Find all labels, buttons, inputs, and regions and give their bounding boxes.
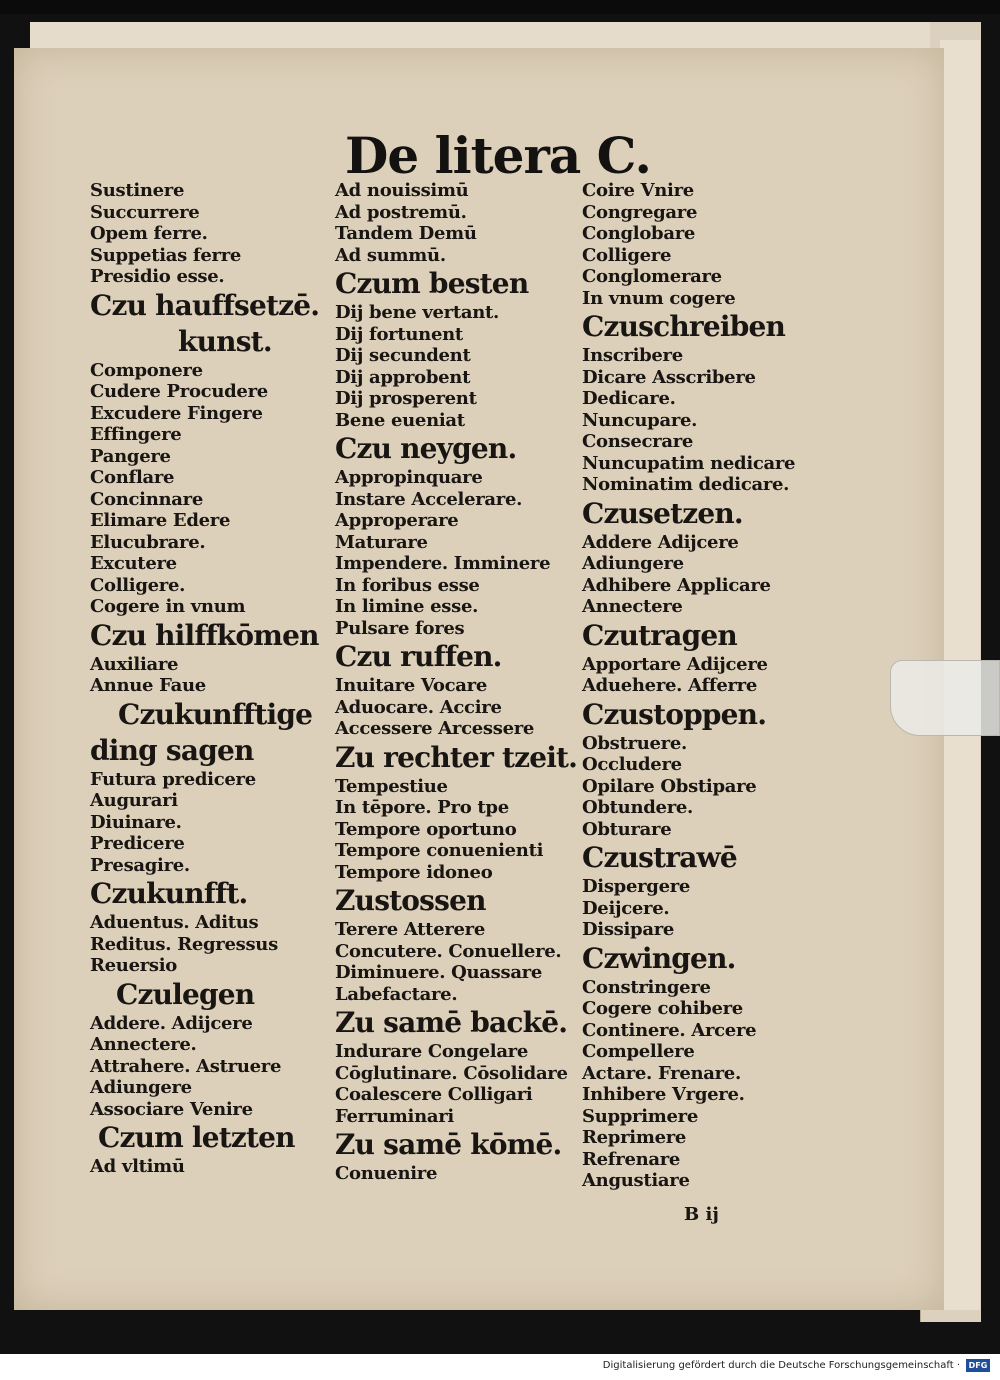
entry-line: Bene eueniat — [335, 409, 465, 431]
entry-line: Ad postremū. — [335, 201, 467, 223]
entry-line: Attrahere. Astruere — [90, 1055, 282, 1077]
entry-heading: Zu samē backē. — [335, 1006, 568, 1039]
entry-line: Concutere. Conuellere. — [335, 940, 562, 962]
entry-line: Tempore idoneo — [335, 861, 493, 883]
entry-line: Reditus. Regressus — [90, 933, 278, 955]
entry-line: Coire Vnire — [582, 180, 694, 201]
entry-line: Reprimere — [582, 1127, 687, 1148]
entry-line: Diuinare. — [90, 811, 182, 833]
entry-line: Annectere — [582, 596, 683, 617]
entry-line: Conuenire — [335, 1163, 438, 1184]
entry-heading: Czulegen — [116, 977, 255, 1011]
entry-line: Conflare — [90, 467, 175, 488]
entry-line: Futura predicere — [90, 768, 256, 790]
entry-line: Auxiliare — [90, 653, 179, 675]
entry-heading: Czukunfft. — [90, 877, 248, 910]
entry-line: Refrenare — [582, 1148, 681, 1170]
entry-line: Conglobare — [582, 223, 696, 244]
entry-line: In tēpore. Pro tpe — [335, 797, 509, 818]
entry-heading: Czwingen. — [582, 941, 736, 975]
entry-line: Augurari — [90, 790, 178, 811]
entry-line: Adhibere Applicare — [582, 574, 771, 596]
entry-line: Nuncupare. — [582, 409, 698, 431]
entry-line: Impendere. Imminere — [335, 553, 551, 574]
entry-line: Compellere — [582, 1041, 695, 1062]
entry-line: Terere Atterere — [335, 919, 486, 940]
entry-line: Annectere. — [90, 1034, 197, 1055]
entry-line: Componere — [90, 359, 203, 381]
entry-line: Supprimere — [582, 1105, 699, 1127]
entry-line: Dij prosperent — [335, 388, 477, 409]
entry-line: Dicare Asscribere — [582, 366, 756, 388]
entry-heading: Czu hauffsetzē. — [90, 288, 320, 322]
entry-line: Obtundere. — [582, 797, 693, 818]
entry-heading: Czutragen — [582, 618, 737, 652]
column-left — [90, 180, 340, 1178]
entry-line: Nuncupatim nedicare — [582, 452, 796, 474]
entry-line: Reuersio — [90, 955, 178, 976]
entry-line: Dispergere — [582, 876, 691, 897]
entry-line: Dedicare. — [582, 388, 676, 409]
entry-line: Elucubrare. — [90, 531, 206, 553]
entry-line: Instare Accelerare. — [335, 488, 523, 510]
entry-line: Colligere. — [90, 574, 186, 596]
entry-line: Pulsare fores — [335, 617, 465, 639]
entry-heading: Czuschreiben — [582, 310, 786, 343]
entry-heading: Czustoppen. — [582, 697, 767, 731]
entry-line: Tempore oportuno — [335, 818, 517, 840]
entry-heading: Czu neygen. — [335, 432, 517, 465]
entry-line: Cōglutinare. Cōsolidare — [335, 1062, 568, 1084]
entry-heading: Czusetzen. — [582, 496, 743, 530]
entry-line: In foribus esse — [335, 574, 480, 596]
page-title: De litera C. — [345, 126, 651, 185]
entry-line: Tempore conuenienti — [335, 840, 544, 861]
entry-line: Dij fortunent — [335, 323, 463, 345]
entry-line: Opem ferre. — [90, 223, 208, 244]
entry-line: Inuitare Vocare — [335, 675, 487, 696]
entry-line: Cogere in vnum — [90, 596, 246, 617]
entry-line: Aduehere. Afferre — [582, 675, 758, 696]
entry-line: Maturare — [335, 531, 428, 553]
entry-heading: Czustrawē — [582, 841, 737, 874]
entry-line: Dij secundent — [335, 345, 471, 366]
entry-line: Diminuere. Quassare — [335, 962, 543, 983]
entry-line: Adiungere — [582, 553, 684, 574]
entry-line: Nominatim dedicare. — [582, 474, 790, 495]
entry-line: Approperare — [335, 510, 459, 531]
entry-line: Labefactare. — [335, 983, 458, 1005]
entry-heading: ding sagen — [90, 733, 254, 767]
entry-line: Ad summū. — [335, 244, 446, 266]
entry-line: Dij approbent — [335, 366, 471, 388]
entry-line: Excutere — [90, 553, 177, 574]
entry-line: Associare Venire — [90, 1098, 253, 1120]
entry-line: Constringere — [582, 976, 711, 998]
column-middle — [335, 180, 585, 1185]
entry-line: Apportare Adijcere — [582, 653, 768, 675]
signature-mark: B ij — [684, 1204, 719, 1225]
entry-line: Obstruere. — [582, 732, 687, 754]
entry-heading: Czu hilffkōmen — [90, 618, 319, 652]
entry-line: Deijcere. — [582, 897, 670, 919]
entry-line: Elimare Edere — [90, 510, 231, 531]
entry-heading: Zustossen — [335, 884, 486, 917]
entry-line: Tandem Demū — [335, 223, 477, 244]
entry-heading: Czum letzten — [98, 1121, 295, 1154]
entry-line: Concinnare — [90, 488, 203, 510]
entry-line: Occludere — [582, 754, 682, 775]
top-bar — [0, 0, 1000, 14]
entry-line: Opilare Obstipare — [582, 775, 757, 797]
entry-line: Cogere cohibere — [582, 998, 743, 1019]
entry-line: Effingere — [90, 424, 182, 445]
entry-line: Inscribere — [582, 345, 683, 366]
entry-line: Dissipare — [582, 919, 675, 940]
entry-line: Continere. Arcere — [582, 1019, 757, 1041]
entry-line: Conglomerare — [582, 266, 722, 287]
entry-line: Coalescere Colligari — [335, 1084, 533, 1105]
entry-line: In limine esse. — [335, 596, 479, 617]
entry-line: Excudere Fingere — [90, 402, 263, 424]
entry-line: Predicere — [90, 833, 185, 854]
entry-heading: Czum besten — [335, 267, 529, 300]
entry-heading: Zu rechter tzeit. — [335, 740, 578, 774]
entry-line: Addere Adijcere — [582, 531, 739, 553]
entry-line: Appropinquare — [335, 467, 483, 488]
entry-line: Cudere Procudere — [90, 381, 268, 402]
dfg-logo: DFG — [966, 1359, 990, 1372]
footer-credit: Digitalisierung gefördert durch die Deutsche Forschungsgemeinschaft · — [602, 1360, 960, 1371]
page-tab-marker — [890, 660, 1000, 736]
entry-heading: kunst. — [178, 324, 272, 358]
entry-line: Inhibere Vrgere. — [582, 1084, 745, 1105]
entry-line: Pangere — [90, 445, 171, 467]
entry-line: Aduentus. Aditus — [90, 912, 259, 933]
entry-line: Suppetias ferre — [90, 244, 242, 266]
entry-line: Actare. Frenare. — [582, 1062, 741, 1084]
entry-line: Congregare — [582, 201, 698, 223]
entry-line: Sustinere — [90, 180, 185, 201]
entry-line: Consecrare — [582, 431, 694, 452]
entry-line: Succurrere — [90, 201, 200, 223]
entry-line: Accessere Arcessere — [335, 718, 535, 739]
footer — [0, 1354, 1000, 1380]
entry-line: Adiungere — [90, 1077, 192, 1098]
entry-line: Angustiare — [582, 1170, 690, 1191]
entry-line: Obturare — [582, 818, 672, 840]
entry-line: Dij bene vertant. — [335, 302, 500, 323]
entry-line: Presidio esse. — [90, 266, 225, 287]
entry-line: Presagire. — [90, 854, 190, 876]
entry-line: Ad vltimū — [90, 1156, 185, 1177]
entry-heading: Czukunfftige — [118, 697, 313, 731]
entry-line: Colligere — [582, 244, 672, 266]
entry-heading: Czu ruffen. — [335, 640, 502, 673]
entry-line: Ferruminari — [335, 1105, 454, 1127]
entry-line: Indurare Congelare — [335, 1041, 529, 1062]
entry-line: Ad nouissimū — [335, 180, 469, 201]
entry-line: In vnum cogere — [582, 287, 736, 309]
entry-line: Annue Faue — [90, 675, 206, 696]
column-right — [582, 180, 822, 1192]
entry-heading: Zu samē kōmē. — [335, 1128, 562, 1161]
entry-line: Aduocare. Accire — [335, 696, 502, 718]
entry-line: Tempestiue — [335, 775, 448, 797]
entry-line: Addere. Adijcere — [90, 1012, 253, 1034]
